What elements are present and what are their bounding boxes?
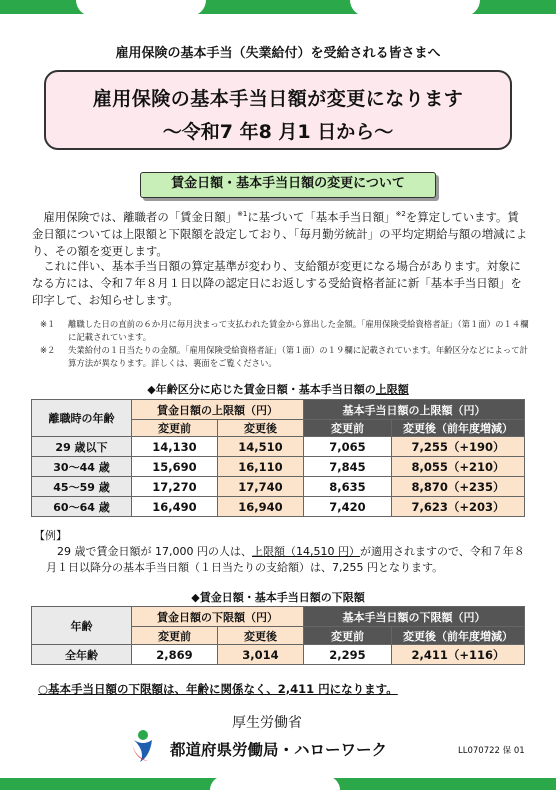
table-row (32, 437, 525, 457)
footnote-ref-1: ※1 (237, 210, 248, 218)
example-block (34, 528, 526, 576)
title-line1: 雇用保険の基本手当日額が変更になります (92, 88, 464, 110)
basic-before-header: 変更前 (304, 420, 392, 437)
cell: 8,635 (304, 477, 392, 497)
ministry-name: 厚生労働省 (232, 715, 302, 731)
age-cell: 60〜64 歳 (32, 497, 132, 517)
footnote-1 (40, 318, 530, 344)
document-code: LL070722 保 01 (458, 746, 525, 756)
caption-text: ◆年齢区分に応じた賃金日額・基本手当日額の (147, 383, 376, 396)
footnote-text: 失業給付の１日当たりの金額。「雇用保険受給資格者証」（第１面）の１９欄に記載されています。年齢区分などによって計算方法が異なります。詳しくは、裏面をご覧ください。 (68, 345, 528, 368)
cell: 2,295 (304, 645, 392, 665)
footnote-key: ※１ (40, 319, 56, 329)
cell: 8,055（+210） (392, 457, 525, 477)
lower-limit-table (31, 606, 525, 665)
wage-group-header: 賃金日額の下限額（円） (132, 607, 304, 627)
cell: 17,270 (132, 477, 218, 497)
top-green-band (0, 0, 556, 14)
title-line2: 〜令和7 年8 月1 日から〜 (162, 121, 394, 143)
cell: 7,845 (304, 457, 392, 477)
lower-limit-note: ○基本手当日額の下限額は、年齢に関係なく、2,411 円になります。 (38, 682, 398, 696)
paragraph-1-a: 雇用保険では、離職者の「賃金日額」 (43, 209, 238, 224)
cell: 7,623（+203） (392, 497, 525, 517)
basic-after-header: 変更後（前年度増減） (392, 420, 525, 437)
col-age-header: 年齢 (32, 607, 132, 645)
age-cell: 45〜59 歳 (32, 477, 132, 497)
paragraph-1-b: に基づいて「基本手当日額」 (247, 209, 396, 224)
table-row (32, 497, 525, 517)
footnote-key: ※２ (40, 345, 56, 355)
mhlw-logo-icon (128, 728, 158, 764)
cell: 7,065 (304, 437, 392, 457)
cell: 3,014 (218, 645, 304, 665)
upper-table-caption (0, 381, 556, 397)
cell: 16,110 (218, 457, 304, 477)
upper-limit-table (31, 399, 525, 517)
col-age-header: 離職時の年齢 (32, 400, 132, 437)
age-cell: 全年齢 (32, 645, 132, 665)
cell: 17,740 (218, 477, 304, 497)
footnote-text: 離職した日の直前の６か月に毎月決まって支払われた賃金から算出した金額。「雇用保険受給資格者証」（第１面）の１４欄に記載されています。 (68, 319, 529, 342)
lower-table-caption: ◆賃金日額・基本手当日額の下限額 (191, 591, 365, 604)
table-row (32, 477, 525, 497)
cell: 8,870（+235） (392, 477, 525, 497)
cell: 14,510 (218, 437, 304, 457)
wage-before-header: 変更前 (132, 627, 218, 645)
wage-after-header: 変更後 (218, 420, 304, 437)
section-heading: 賃金日額・基本手当日額の変更について (140, 172, 436, 198)
basic-group-header: 基本手当日額の上限額（円） (304, 400, 525, 420)
paragraph-2-text: これに伴い、基本手当日額の算定基準が変わり、支給額が変更になる場合があります。対象になる方には、令和７年８月１日以降の認定日にお返しする受給資格者証に新「基本手当日額」を印字して、お知らせします。 (32, 259, 522, 307)
basic-after-header: 変更後（前年度増減） (392, 627, 525, 645)
footnote-2 (40, 344, 530, 370)
wage-after-header: 変更後 (218, 627, 304, 645)
paragraph-1 (32, 206, 528, 260)
footnotes (40, 318, 530, 370)
age-cell: 29 歳以下 (32, 437, 132, 457)
basic-group-header: 基本手当日額の下限額（円） (304, 607, 525, 627)
cell: 15,690 (132, 457, 218, 477)
example-text-underlined: 上限額（14,510 円） (251, 545, 360, 558)
caption-emphasis: 上限額 (375, 383, 409, 396)
cell: 16,940 (218, 497, 304, 517)
band-notch (210, 776, 340, 790)
wage-group-header: 賃金日額の上限額（円） (132, 400, 304, 420)
example-text-b: が適用されますので、令和７年８月１日以降分の基本手当日額（１日当たりの支給額）は、7,255 円となります。 (46, 545, 525, 574)
example-text (46, 544, 526, 576)
table-row (32, 645, 525, 665)
band-notch (350, 0, 480, 16)
subtitle: 雇用保険の基本手当（失業給付）を受給される皆さまへ (115, 46, 441, 61)
paragraph-2 (32, 258, 528, 309)
footnote-ref-2: ※2 (395, 210, 406, 218)
age-cell: 30〜44 歳 (32, 457, 132, 477)
example-label: 【例】 (34, 529, 67, 542)
cell: 7,420 (304, 497, 392, 517)
example-text-a: 29 歳で賃金日額が 17,000 円の人は、 (57, 545, 252, 558)
basic-before-header: 変更前 (304, 627, 392, 645)
cell: 2,411（+116） (392, 645, 525, 665)
bottom-green-band (0, 778, 556, 790)
band-notch (76, 0, 206, 16)
paragraph-1-c: を算定しています。賃金日額については上限額と下限額を設定しており、「毎月勤労統計」の平均定期給与額の増減により、その額を変更します。 (32, 209, 528, 258)
cell: 16,490 (132, 497, 218, 517)
cell: 2,869 (132, 645, 218, 665)
table-row (32, 457, 525, 477)
cell: 14,130 (132, 437, 218, 457)
wage-before-header: 変更前 (132, 420, 218, 437)
title-box (44, 70, 512, 150)
cell: 7,255（+190） (392, 437, 525, 457)
bureau-name: 都道府県労働局・ハローワーク (170, 741, 388, 759)
